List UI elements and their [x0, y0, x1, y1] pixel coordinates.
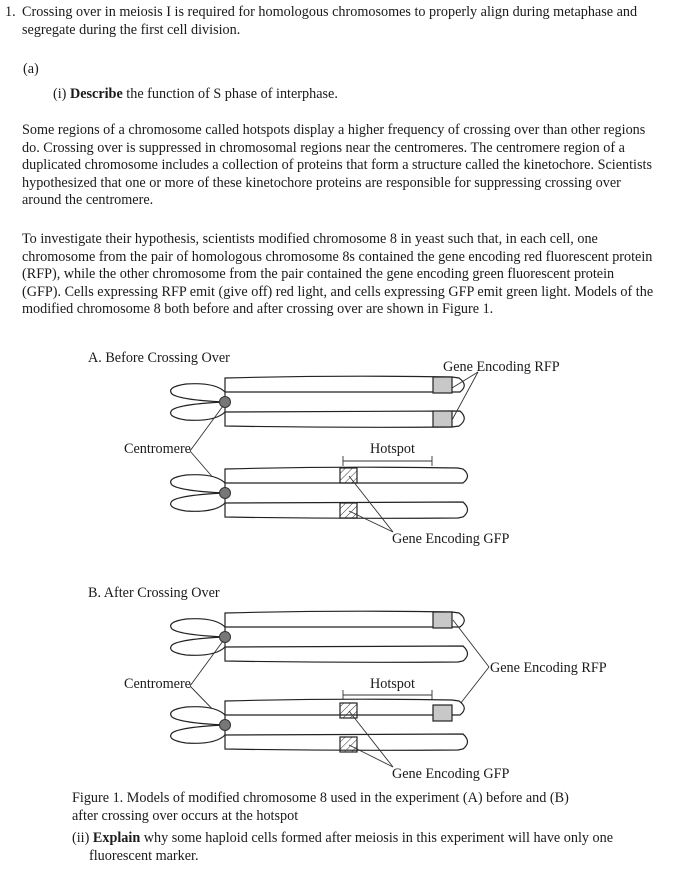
centromere-dot: [220, 488, 231, 499]
paragraph-line: (GFP). Cells expressing RFP emit (give off) red light, and cells expressing GFP emit green light. Models of the: [22, 283, 654, 300]
paragraph-line: chromosome from the pair of homologous chromosome 8s contained the gene encoding red fluorescent protein: [22, 248, 653, 265]
paragraph-line: around the centromere.: [22, 192, 154, 208]
chromosome-a-gfp: [171, 467, 468, 518]
label-rfp-a: Gene Encoding RFP: [443, 359, 560, 375]
caption-line: Figure 1. Models of modified chromosome 8 used in the experiment (A) before and (B): [72, 790, 569, 806]
chromosome-b-bottom: [171, 699, 468, 752]
paragraph-line: modified chromosome 8 both before and after crossing over are shown in Figure 1.: [22, 301, 494, 317]
centromere-dot: [220, 632, 231, 643]
part-i-verb: Describe: [69, 86, 123, 102]
intro-line: segregate during the first cell division.: [22, 21, 241, 38]
label-centromere-b: Centromere: [124, 676, 191, 692]
paragraph-line: To investigate their hypothesis, scientists modified chromosome 8 in yeast such that, in each cell, one: [22, 231, 598, 247]
part-ii-label: (ii): [72, 830, 90, 846]
chromosome-b-top: [171, 611, 468, 662]
intro-line: Crossing over in meiosis I is required for homologous chromosomes to properly align during metaphase and: [22, 4, 638, 20]
part-ii-text: why some haploid cells formed after meiosis in this experiment will have only one: [140, 830, 614, 846]
label-gfp-b: Gene Encoding GFP: [392, 766, 510, 782]
label-centromere-a: Centromere: [124, 441, 191, 457]
label-gfp-a: Gene Encoding GFP: [392, 531, 510, 547]
part-a-label: (a): [23, 61, 39, 77]
part-ii-prompt: [72, 830, 672, 865]
caption-line: after crossing over occurs at the hotspot: [72, 807, 299, 824]
question-number: 1.: [5, 4, 16, 20]
centromere-dot: [220, 397, 231, 408]
part-ii-line: fluorescent marker.: [89, 847, 199, 864]
label-hotspot-a: Hotspot: [370, 441, 415, 457]
centromere-dot: [220, 720, 231, 731]
part-ii-line: [72, 830, 672, 848]
panel-b-title: B. After Crossing Over: [88, 585, 220, 601]
part-ii-verb: Explain: [92, 830, 141, 846]
label-rfp-b: Gene Encoding RFP: [490, 660, 607, 676]
paragraph-line: do. Crossing over is suppressed in chromosomal regions near the centromeres. The centromere region of a: [22, 139, 625, 156]
paragraph-line: Some regions of a chromosome called hotspots display a higher frequency of crossing over than other regions: [22, 122, 646, 138]
chromosome-a-rfp: [171, 376, 465, 427]
part-i-text: the function of S phase of interphase.: [122, 86, 338, 102]
paragraph-line: (RFP), while the other chromosome from the pair contained the gene encoding green fluorescent protein: [22, 266, 615, 282]
part-i-label: (i): [53, 86, 67, 102]
panel-a-title: A. Before Crossing Over: [88, 350, 230, 366]
label-hotspot-b: Hotspot: [370, 676, 415, 692]
paragraph-line: duplicated chromosome includes a collection of proteins that form a structure called the kinetochore. Scientists: [22, 157, 652, 173]
paragraph-line: hypothesized that one or more of these kinetochore proteins are responsible for suppressing crossing over: [22, 174, 621, 191]
figure-caption: [72, 790, 672, 825]
